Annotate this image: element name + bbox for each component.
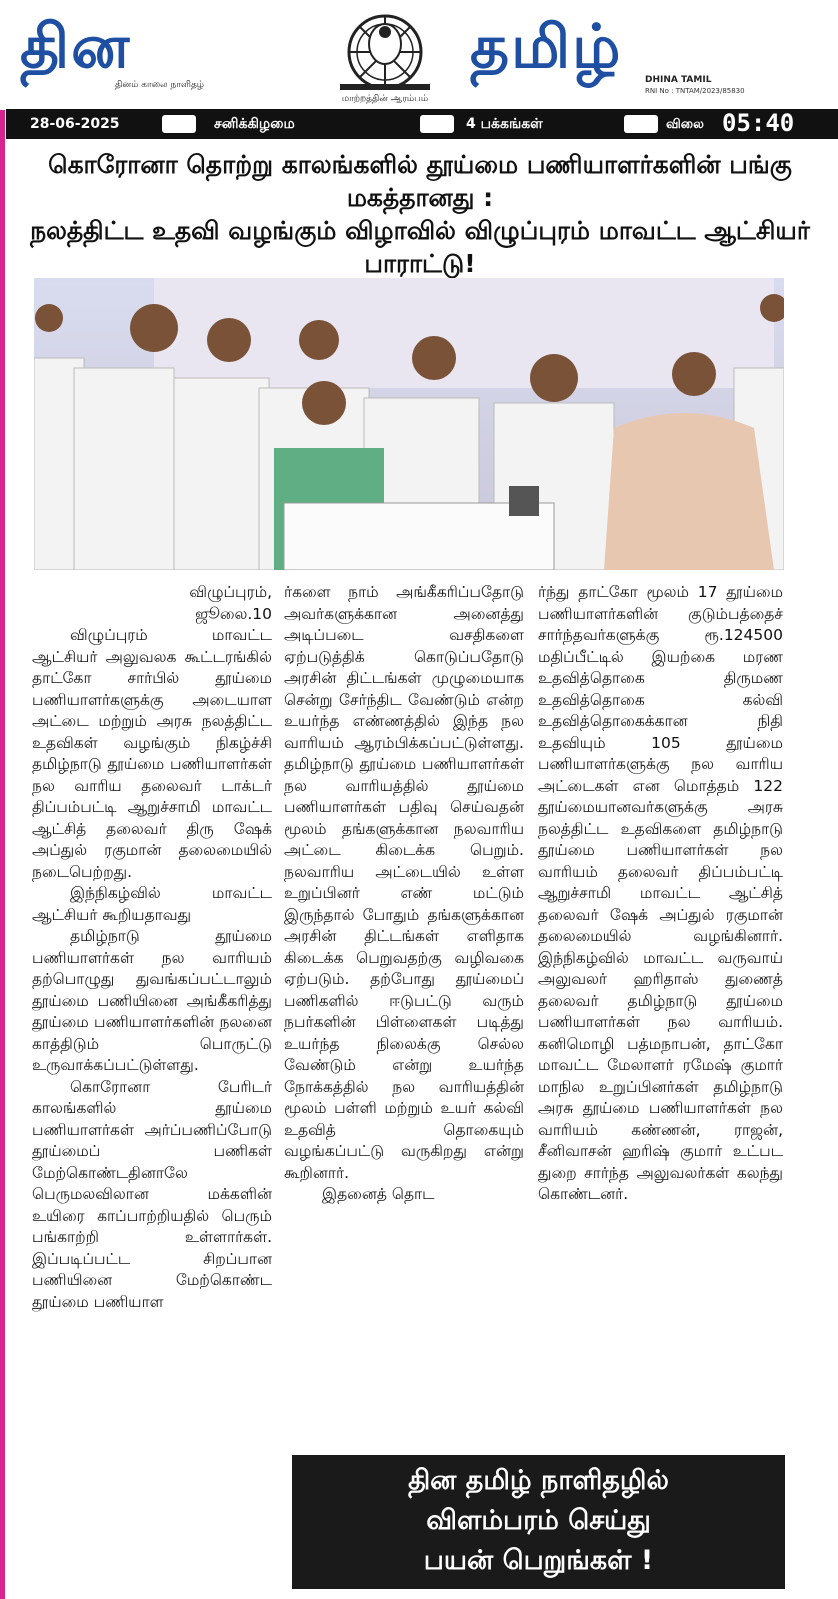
headline-line-1: கொரோனா தொற்று காலங்களில் தூய்மை பணியாளர்களின் பங்கு மகத்தானது : [48, 150, 792, 212]
price-label: விலை [666, 117, 704, 132]
emblem-logo-icon [310, 6, 460, 92]
issue-day: சனிக்கிழமை [214, 116, 295, 132]
event-photo [34, 278, 784, 570]
left-accent-bar [0, 110, 5, 1599]
price-value: 05:40 [722, 109, 795, 137]
article-column-3 [538, 582, 783, 1206]
article-column-2 [284, 582, 524, 1206]
info-bar [6, 109, 838, 139]
newspaper-title-right: தமிழ் [470, 12, 623, 82]
ad-line-2: விளம்பரம் செய்து [426, 1505, 651, 1536]
paragraph: விழுப்புரம் மாவட்ட ஆட்சியர் அலுவலக கூட்டரங்கில் தாட்கோ சார்பில் தூய்மை பணியாளர்களுக்கு அடையாள அட்டை மற்றும் அரசு நலத்திட்ட உதவிகள் வழங்கும் நிகழ்ச்சி தமிழ்நாடு தூய்மை பணியாளர்கள் நல வாரிய தலைவர் டாக்டர் திப்பம்பட்டி ஆறுச்சாமி மாவட்ட ஆட்சித் தலைவர் திரு ஷேக் அப்துல் ரகுமான் தலைமையில் நடைபெற்றது. [32, 626, 272, 881]
advertisement-box [292, 1455, 785, 1589]
ad-line-1: தின தமிழ் நாளிதழில் [408, 1465, 669, 1496]
masthead [0, 0, 838, 108]
ornament-icon [420, 115, 454, 133]
paragraph: ர்களை நாம் அங்கீகரிப்பதோடு அவர்களுக்கான அனைத்து அடிப்படை வசதிகளை ஏற்படுத்திக் கொடுப்பதோடு அரசின் திட்டங்கள் முழுமையாக சென்று சேர்ந்திட வேண்டும் என்ற உயர்ந்த எண்ணத்தில் இந்த நல வாரியம் ஆரம்பிக்கப்பட்டுள்ளது. தமிழ்நாடு தூய்மை பணியாளர்கள் நல வாரியத்தில் தூய்மை பணியாளர்கள் பதிவு செய்வதன் மூலம் தங்களுக்கான நலவாரிய அட்டை கிடைக்க பெறும். நலவாரிய அட்டையில் உள்ள உறுப்பினர் எண் மட்டும் இருந்தால் போதும் தங்களுக்கான அரசின் திட்டங்கள் எளிதாக கிடைக்க பெறுவதற்கு வழிவகை ஏற்படும். தற்போது தூய்மைப் பணிகளில் ஈடுபட்டு வரும் நபர்களின் பிள்ளைகள் படித்து உயர்ந்த நிலைக்கு செல்ல வேண்டும் என்று உயர்ந்த நோக்கத்தில் நல வாரியத்தின் மூலம் பள்ளி மற்றும் உயர் கல்வி உதவித் தொகையும் வழங்கப்பட்டு வருகிறது என்று கூறினார். [284, 583, 524, 1182]
dateline-place: விழுப்புரம், [189, 583, 272, 601]
emblem-caption: மாற்றத்தின் ஆரம்பம் [341, 94, 429, 104]
paragraph: ர்ந்து தாட்கோ மூலம் 17 தூய்மை பணியாளர்களின் குடும்பத்தைச் சார்ந்தவர்களுக்கு ரூ.124500 மதிப்பீட்டில் இயற்கை மரண உதவித்தொகை திருமண உதவித்தொகை கல்வி உதவித்தொகைக்கான நிதி உதவியும் 105 தூய்மை பணியாளர்களுக்கு நல வாரிய அட்டைகள் என மொத்தம் 122 தூய்மையானவர்களுக்கு அரசு நலத்திட்ட உதவிகளை தமிழ்நாடு தூய்மை பணியாளர்கள் நல வாரியம் தலைவர் திப்பம்பட்டி ஆறுச்சாமி மாவட்ட ஆட்சித் தலைவர் ஷேக் அப்துல் ரகுமான் தலைமையில் வழங்கினார். இந்நிகழ்வில் மாவட்ட வருவாய் அலுவலர் ஹரிதாஸ் துணைத் தலைவர் தமிழ்நாடு தூய்மை பணியாளர்கள் நல வாரியம். கனிமொழி பத்மநாபன், தாட்கோ மாவட்ட மேலாளர் ரமேஷ் குமார் மாநில உறுப்பினர்கள் தமிழ்நாடு அரசு தூய்மை பணியாளர்கள் நல வாரியம் கண்ணன், ராஜன், சீனிவாசன் ஹரிஷ் குமார் உட்பட துறை சார்ந்த அலுவலர்கள் கலந்து கொண்டனர். [538, 583, 783, 1203]
paragraph: தமிழ்நாடு தூய்மை பணியாளர்கள் நல வாரியம் தற்பொழுது துவங்கப்பட்டாலும் தூய்மை பணியினை அங்கீகரித்து தூய்மை பணியாளர்களின் நலனை காத்திடும் பொருட்டு உருவாக்கப்பட்டுள்ளது. [32, 927, 272, 1074]
newspaper-title-left: தின [20, 12, 132, 82]
brand-english: DHINA TAMIL [645, 75, 712, 85]
dateline-date: ஜூலை.10 [195, 604, 272, 623]
page-count: 4 பக்கங்கள் [466, 116, 543, 132]
ornament-icon [624, 115, 658, 133]
registration-number: RNI No : TNTAM/2023/85830 [645, 87, 745, 95]
ornament-icon [162, 115, 196, 133]
paragraph: இதனைத் தொட [322, 1185, 435, 1203]
headline-line-2: நலத்திட்ட உதவி வழங்கும் விழாவில் விழுப்புரம் மாவட்ட ஆட்சியர் பாராட்டு! [30, 216, 810, 278]
ad-line-3: பயன் பெறுங்கள் ! [423, 1545, 654, 1576]
paragraph: இந்நிகழ்வில் மாவட்ட ஆட்சியர் கூறியதாவது [32, 884, 272, 924]
article-column-1 [32, 582, 272, 1313]
paragraph: கொரோனா பேரிடர் காலங்களில் தூய்மை பணியாளர்கள் அர்ப்பணிப்போடு தூய்மைப் பணிகள் மேற்கொண்டதினாலே பெருமலவிலான மக்களின் உயிரை காப்பாற்றியதில் பெரும் பங்காற்றி உள்ளார்கள். இப்படிப்பட்ட சிறப்பான பணியினை மேற்கொண்ட தூய்மை பணியாள [32, 1077, 272, 1311]
issue-date: 28-06-2025 [30, 116, 120, 132]
masthead-tagline: தினம் காலை நாளிதழ் [115, 80, 205, 90]
